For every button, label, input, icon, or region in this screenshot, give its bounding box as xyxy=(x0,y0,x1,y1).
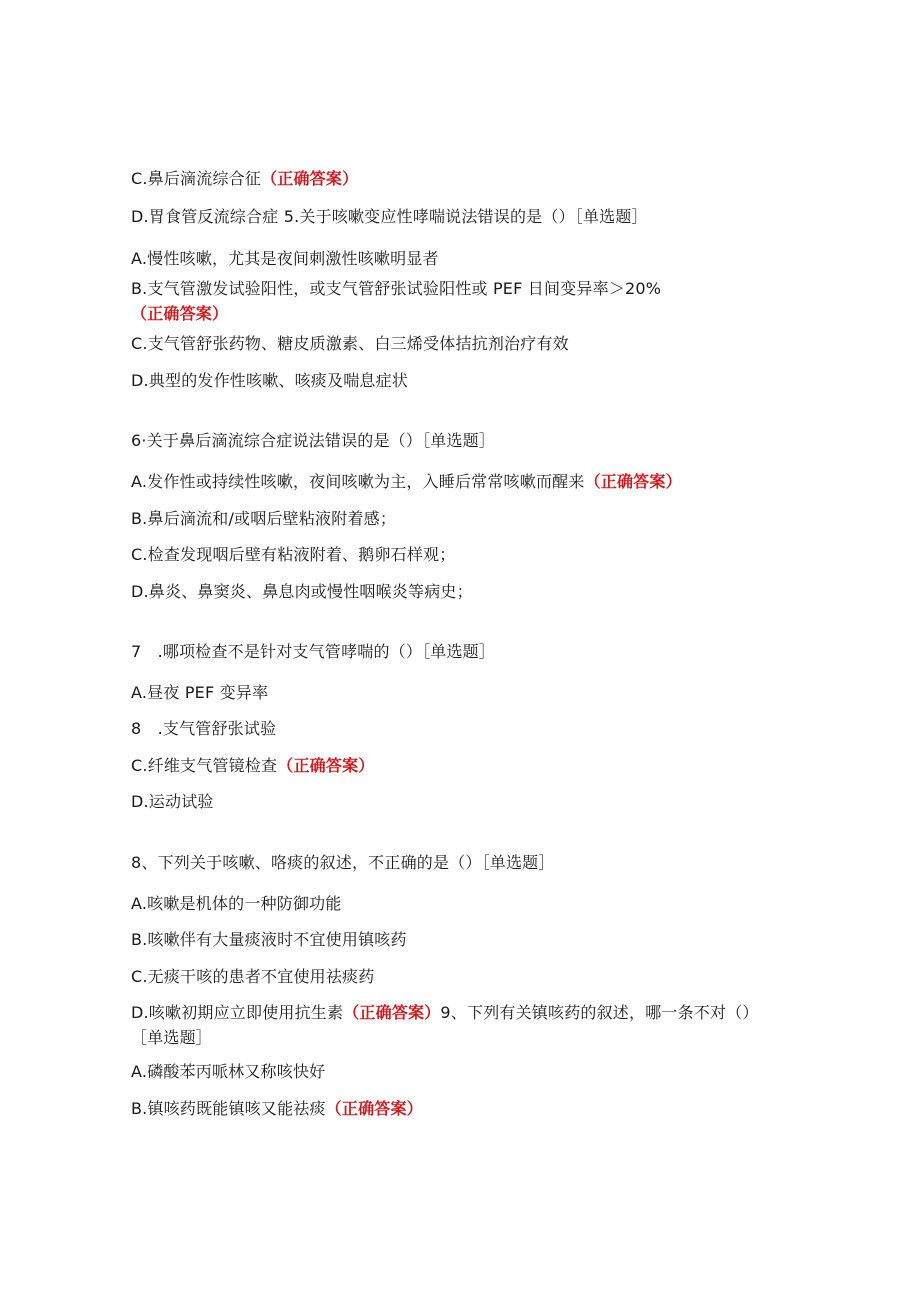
option-a-q6 xyxy=(131,469,771,494)
option-a-q9 xyxy=(131,1059,771,1084)
question-text: 7 .哪项检查不是针对支气管哮喘的（）［单选题］ xyxy=(131,642,496,661)
question-6 xyxy=(131,428,771,453)
option-c-q7 xyxy=(131,753,771,778)
correct-answer-mark: （正确答案） xyxy=(277,756,375,775)
option-c-q5 xyxy=(131,331,771,356)
correct-answer-mark: （正确答案） xyxy=(584,472,682,491)
option-d-q7 xyxy=(131,789,771,814)
option-text: 8 .支气管舒张试验 xyxy=(131,719,277,738)
option-text: C.检查发现咽后壁有粘液附着、鹅卵石样观； xyxy=(131,545,456,564)
option-text: D.鼻炎、鼻窦炎、鼻息肉或慢性咽喉炎等病史； xyxy=(131,582,473,601)
option-text: B.镇咳药既能镇咳又能祛痰 xyxy=(131,1099,326,1118)
option-b-q7 xyxy=(131,716,771,741)
option-text: A.昼夜 PEF 变异率 xyxy=(131,683,269,702)
option-text: C.鼻后滴流综合征 xyxy=(131,169,262,188)
option-text: A.发作性或持续性咳嗽，夜间咳嗽为主，入睡后常常咳嗽而醒来 xyxy=(131,472,585,491)
option-text: A.慢性咳嗽，尤其是夜间刺激性咳嗽明显者 xyxy=(131,249,439,268)
option-b-q8 xyxy=(131,927,771,952)
option-text: B.支气管激发试验阳性，或支气管舒张试验阳性或 PEF 日间变异率＞20% xyxy=(131,279,662,298)
option-d-q6 xyxy=(131,579,771,604)
option-text: C.纤维支气管镜检查 xyxy=(131,756,278,775)
option-text: C.无痰干咳的患者不宜使用祛痰药 xyxy=(131,967,375,986)
option-d-q5 xyxy=(131,368,771,393)
option-b-q6 xyxy=(131,506,771,531)
correct-answer-mark: （正确答案） xyxy=(325,1099,423,1118)
question-text: 9、下列有关镇咳药的叙述，哪一条不对（）［单选题］ xyxy=(131,1003,751,1047)
option-text: D.胃食管反流综合症 5.关于咳嗽变应性哮喘说法错误的是（）［单选题］ xyxy=(131,207,648,226)
option-d-q4-and-question-5 xyxy=(131,204,771,229)
option-text: D.运动试验 xyxy=(131,792,214,811)
correct-answer-mark: （正确答案） xyxy=(131,304,229,323)
option-b-q9 xyxy=(131,1096,771,1121)
option-text: D.咳嗽初期应立即使用抗生素 xyxy=(131,1003,344,1022)
option-a-q8 xyxy=(131,891,771,916)
option-text: D.典型的发作性咳嗽、咳痰及喘息症状 xyxy=(131,371,409,390)
option-d-q8-and-question-9 xyxy=(131,1000,756,1050)
option-a-q7 xyxy=(131,680,771,705)
option-c-q4 xyxy=(131,166,771,191)
question-8 xyxy=(131,850,771,875)
option-text: A.咳嗽是机体的一种防御功能 xyxy=(131,894,342,913)
question-7 xyxy=(131,639,771,664)
option-a-q5 xyxy=(131,246,771,271)
question-text: 6·关于鼻后滴流综合症说法错误的是（）［单选题］ xyxy=(131,431,496,450)
correct-answer-mark: （正确答案） xyxy=(261,169,359,188)
correct-answer-mark: （正确答案） xyxy=(343,1003,441,1022)
option-c-q6 xyxy=(131,542,771,567)
option-c-q8 xyxy=(131,964,771,989)
question-text: 8、下列关于咳嗽、咯痰的叙述，不正确的是（）［单选题］ xyxy=(131,853,555,872)
option-text: B.鼻后滴流和/或咽后壁粘液附着感； xyxy=(131,509,397,528)
option-text: B.咳嗽伴有大量痰液时不宜使用镇咳药 xyxy=(131,930,407,949)
option-text: C.支气管舒张药物、糖皮质激素、白三烯受体拮抗剂治疗有效 xyxy=(131,334,569,353)
option-b-q5 xyxy=(131,276,756,326)
option-text: A.磷酸苯丙哌林又称咳快好 xyxy=(131,1062,326,1081)
